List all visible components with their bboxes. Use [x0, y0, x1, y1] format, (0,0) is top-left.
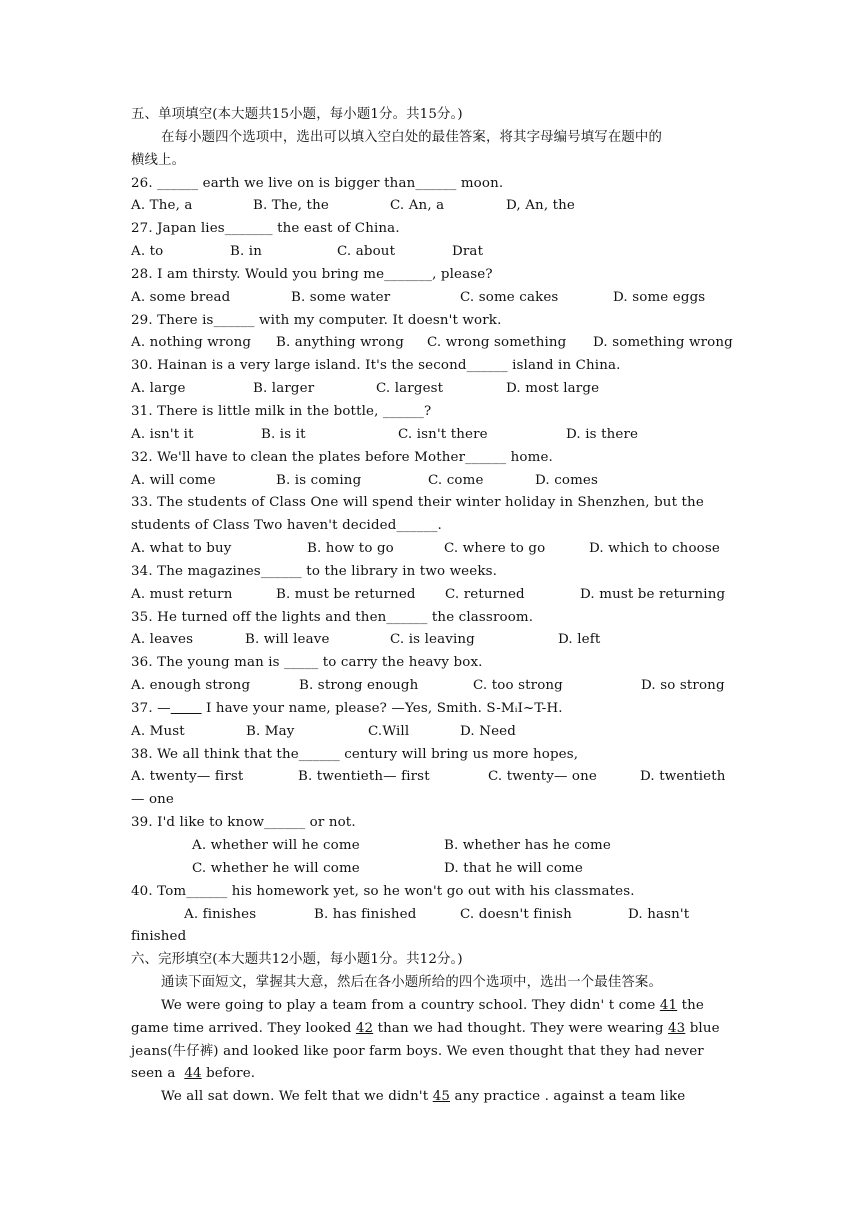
- option-c: C. some cakes: [460, 289, 559, 305]
- passage-line: [131, 1041, 736, 1064]
- question-39-options-row2: [131, 858, 736, 881]
- option-b: B. twentieth— first: [298, 769, 430, 785]
- question-36-stem: 36. The young man is _____ to carry the heavy box.: [131, 655, 483, 671]
- option-d: D. hasn't: [628, 906, 690, 922]
- option-d: D. so strong: [641, 678, 725, 694]
- question-33-options: [131, 538, 736, 561]
- question-37-prefix: 37. —: [131, 700, 171, 716]
- question-37-options: [131, 721, 736, 744]
- option-a: A. will come: [131, 472, 216, 488]
- section6-instruction: 通读下面短文，掌握其大意，然后在各小题所给的四个选项中，选出一个最佳答案。: [161, 975, 663, 991]
- question-37-tail: I have your name, please? —Yes, Smith. S-MᵢI~T-H.: [201, 700, 563, 716]
- option-c: C. returned: [445, 586, 525, 602]
- option-b: B. whether has he come: [444, 838, 611, 853]
- option-a: A. The, a: [131, 198, 193, 214]
- blank-number: 43: [667, 1020, 686, 1036]
- question-37-stem: [131, 698, 736, 721]
- option-c: C. whether he will come: [192, 860, 360, 876]
- question-40-options-wrap: finished: [131, 929, 187, 945]
- option-d: D. comes: [535, 472, 599, 488]
- option-d: D. that he will come: [444, 860, 583, 876]
- passage-text: We were going to play a team from a country school. They didn' t come: [161, 997, 660, 1013]
- passage-text: blue: [685, 1020, 720, 1036]
- question-36-options: [131, 675, 736, 698]
- passage-line: [131, 995, 736, 1018]
- question-29-options: [131, 332, 736, 355]
- option-d: D. which to choose: [589, 541, 720, 557]
- option-a: A. leaves: [131, 632, 194, 648]
- blank-number: 42: [355, 1020, 374, 1036]
- option-d: D. is there: [566, 426, 639, 442]
- option-a: A. what to buy: [131, 541, 232, 557]
- option-c: C. doesn't finish: [460, 906, 572, 922]
- option-b: B. The, the: [253, 198, 329, 214]
- option-a: A. some bread: [131, 289, 231, 305]
- option-c: C. about: [337, 244, 396, 260]
- passage-line: [131, 1018, 736, 1041]
- question-40-options: [131, 904, 736, 927]
- option-a: A. to: [131, 244, 164, 260]
- option-b: B. anything wrong: [276, 335, 404, 351]
- question-34-options: [131, 584, 736, 607]
- passage-text: seen a: [131, 1066, 185, 1082]
- section5-instruction-cont: 横线上。: [131, 152, 186, 168]
- passage-text: We all sat down. We felt that we didn't: [161, 1089, 433, 1105]
- option-d: D. Need: [460, 723, 516, 739]
- passage-text: any practice . against a team like: [450, 1089, 686, 1105]
- option-d: Drat: [452, 244, 484, 260]
- question-34-stem: 34. The magazines______ to the library in two weeks.: [131, 563, 498, 579]
- passage-line: [131, 1086, 736, 1109]
- answer-blank: [171, 701, 202, 716]
- option-a: A. Must: [131, 723, 185, 739]
- option-d: D. twentieth: [640, 769, 726, 785]
- question-27-stem: 27. Japan lies_______ the east of China.: [131, 221, 400, 237]
- question-39-stem: 39. I'd like to know______ or not.: [131, 815, 356, 831]
- option-c: C.Will: [368, 723, 410, 739]
- option-b: B. in: [230, 244, 263, 260]
- passage-text: game time arrived. They looked: [131, 1020, 356, 1036]
- option-a: A. must return: [131, 586, 233, 602]
- option-b: B. May: [246, 723, 295, 739]
- option-c: C. where to go: [444, 541, 546, 557]
- section6-title: 六、完形填空(本大题共12小题，每小题1分。共12分。): [131, 952, 463, 968]
- option-b: B. is coming: [276, 472, 362, 488]
- blank-number: 41: [659, 997, 678, 1013]
- question-39-options-row1: [131, 835, 736, 858]
- option-c: C. largest: [376, 381, 444, 397]
- option-a: A. nothing wrong: [131, 335, 252, 351]
- question-26-stem: 26. ______ earth we live on is bigger than______ moon.: [131, 175, 504, 191]
- option-a: A. isn't it: [131, 426, 194, 442]
- question-35-stem: 35. He turned off the lights and then______ the classroom.: [131, 609, 534, 625]
- option-b: B. has finished: [314, 906, 417, 922]
- option-a: A. enough strong: [131, 678, 251, 694]
- question-38-options: [131, 766, 736, 789]
- question-32-options: [131, 470, 736, 493]
- option-a: A. whether will he come: [192, 838, 360, 853]
- option-b: B. must be returned: [276, 586, 416, 602]
- option-b: B. is it: [261, 426, 306, 442]
- question-35-options: [131, 629, 736, 652]
- option-d: D, An, the: [506, 198, 576, 214]
- question-28-stem: 28. I am thirsty. Would you bring me_______, please?: [131, 266, 493, 282]
- question-40-stem: 40. Tom______ his homework yet, so he won't go out with his classmates.: [131, 883, 635, 899]
- option-c: C. isn't there: [398, 426, 488, 442]
- option-b: B. some water: [291, 289, 391, 305]
- option-d: D. something wrong: [593, 335, 733, 351]
- passage-line: [131, 1063, 736, 1086]
- question-28-options: [131, 287, 736, 310]
- blank-number: 44: [184, 1066, 202, 1082]
- question-30-stem: 30. Hainan is a very large island. It's the second______ island in China.: [131, 358, 621, 374]
- option-c: C. An, a: [390, 198, 445, 214]
- passage-text: the: [677, 997, 704, 1013]
- option-b: B. larger: [253, 381, 315, 397]
- option-a: A. large: [131, 381, 186, 397]
- question-38-options-wrap: — one: [131, 792, 175, 808]
- option-b: B. strong enough: [299, 678, 419, 694]
- option-d: D. must be returning: [580, 586, 726, 602]
- exam-page: [131, 104, 736, 1109]
- option-b: B. how to go: [307, 541, 394, 557]
- question-27-options: [131, 241, 736, 264]
- passage-text: jeans(牛仔裤) and looked like poor farm boys. We even thought that they had never: [131, 1043, 704, 1059]
- option-d: D. some eggs: [613, 289, 706, 305]
- option-c: C. too strong: [473, 678, 563, 694]
- section5-instruction: 在每小题四个选项中，选出可以填入空白处的最佳答案，将其字母编号填写在题中的: [161, 129, 663, 145]
- section5-title: 五、单项填空(本大题共15小题，每小题1分。共15分。): [131, 107, 463, 122]
- question-31-options: [131, 424, 736, 447]
- question-33-stem: 33. The students of Class One will spend their winter holiday in Shenzhen, but the: [131, 495, 704, 511]
- question-33-stem-cont: students of Class Two haven't decided______.: [131, 518, 442, 534]
- option-d: D. left: [558, 632, 601, 648]
- question-29-stem: 29. There is______ with my computer. It doesn't work.: [131, 312, 502, 328]
- option-c: C. is leaving: [390, 632, 475, 648]
- option-c: C. wrong something: [427, 335, 567, 351]
- passage-text: before.: [201, 1066, 256, 1082]
- option-c: C. twenty— one: [488, 769, 597, 785]
- blank-number: 45: [432, 1089, 451, 1105]
- passage-text: than we had thought. They were wearing: [373, 1020, 668, 1036]
- question-32-stem: 32. We'll have to clean the plates before Mother______ home.: [131, 449, 553, 465]
- option-a: A. finishes: [184, 906, 257, 922]
- question-30-options: [131, 378, 736, 401]
- question-31-stem: 31. There is little milk in the bottle, ______?: [131, 403, 432, 419]
- question-38-stem: 38. We all think that the______ century will bring us more hopes,: [131, 746, 579, 762]
- option-b: B. will leave: [245, 632, 330, 648]
- option-c: C. come: [428, 472, 484, 488]
- question-26-options: [131, 195, 736, 218]
- option-a: A. twenty— first: [131, 769, 244, 785]
- option-d: D. most large: [506, 381, 600, 397]
